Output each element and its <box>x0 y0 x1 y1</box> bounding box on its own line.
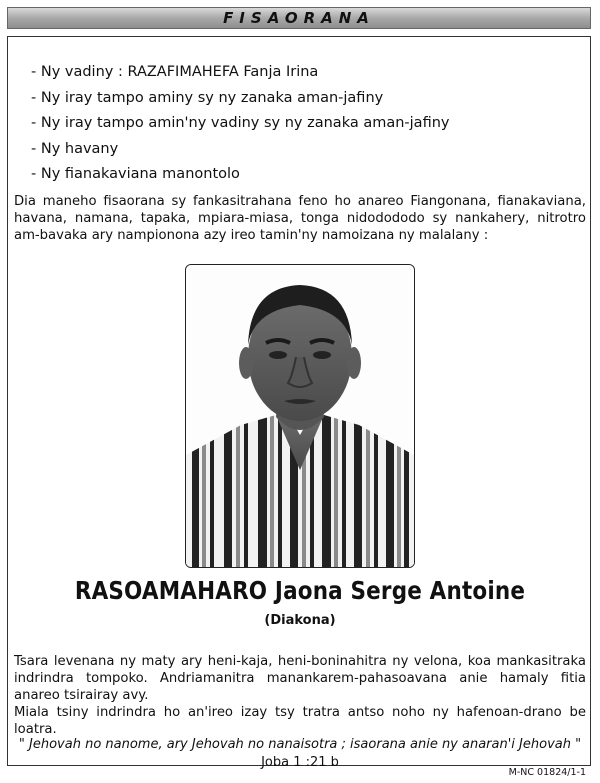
condolence-text <box>14 653 586 738</box>
portrait-image <box>186 265 414 567</box>
family-item: - Ny havany <box>31 140 119 157</box>
condolence-paragraph: Tsara levenana ny maty ary heni-kaja, heni-boninahitra ny velona, koa mankasitraka indrindra tompoko. Andriamanitra manankarem-pahasoavana anie hamaly fitia anareo tsirairay avy. <box>14 654 586 703</box>
bible-quote: " Jehovah no nanome, ary Jehovah no nanaisotra ; isaorana anie ny anaran'i Jehovah " <box>18 737 582 752</box>
intro-paragraph: Dia maneho fisaorana sy fankasitrahana feno ho anareo Fiangonana, fianakaviana, havana, namana, tapaka, mpiara-miasa, tonga nidodododo sy nankahery, nitrotro am-bavaka ary nampionona azy ireo tamin'ny namoizana ny malalany : <box>14 194 586 243</box>
header-banner <box>7 7 591 29</box>
family-item: - Ny fianakaviana manontolo <box>31 166 240 182</box>
deceased-role: (Diakona) <box>264 613 336 628</box>
ad-code: M-NC 01824/1-1 <box>508 767 586 778</box>
family-item: - Ny iray tampo aminy sy ny zanaka aman-jafiny <box>31 89 384 106</box>
family-item: - Ny iray tampo amin'ny vadiny sy ny zanaka aman-jafiny <box>31 115 450 131</box>
condolence-paragraph: Miala tsiny indrindra ho an'ireo izay tsy tratra antso noho ny hafenoan-drano be loatra. <box>14 705 586 737</box>
page-title: FISAORANA <box>223 9 375 27</box>
portrait-photo <box>185 264 415 568</box>
family-list <box>31 60 449 188</box>
family-item: - Ny vadiny : RAZAFIMAHEFA Fanja Irina <box>31 64 319 80</box>
bible-reference: Joba 1 :21 b <box>261 755 339 770</box>
deceased-name: RASOAMAHARO Jaona Serge Antoine <box>74 576 526 605</box>
